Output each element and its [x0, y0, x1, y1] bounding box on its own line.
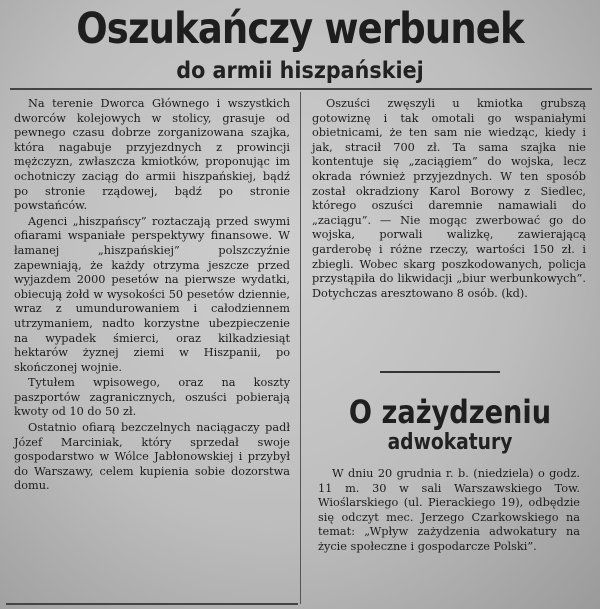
second-article-headline: O zażydzeniu: [348, 393, 552, 431]
paragraph: Ostatnio ofiarą bezczelnych naciągaczy padł Józef Marciniak, który sprzedał swoje gospodarstwo w Wólce Jabłonowskiej i przybył do Warszawy, celem kupienia sobie dozorstwa domu.: [14, 421, 290, 493]
column-divider: [300, 92, 301, 604]
paragraph: Agenci „hiszpańscy” roztaczają przed swymi ofiarami wspaniałe perspektywy finansowe. W łamanej „hiszpańskiej” polszczyźnie zapewniają, że każdy otrzyma jeszcze przed wyjazdem 2000 pesetów na pierwsze wydatki, obiecują żołd w wysokości 50 pesetów dziennie, wraz z umundurowaniem i całodziennem utrzymaniem, nadto korzystne ubezpieczenie na wypadek śmierci, oraz kilkadziesiąt hektarów żyznej ziemi w Hiszpanii, po skończonej wojnie.: [14, 214, 290, 374]
article-separator-rule: [380, 371, 500, 373]
paragraph: Na terenie Dworca Głównego i wszystkich dworców kolejowych w stolicy, grasuje od pewnego czasu dobrze zorganizowana szajka, która nagabuje przyjezdnych z prowincji mężczyzn, zwłaszcza kmiotków, proponując im ochotniczy zaciąg do armii hiszpańskiej, bądź po stronie rządowej, bądź po stronie powstańców.: [14, 97, 290, 213]
paragraph: Tytułem wpisowego, oraz na koszty paszportów zagranicznych, oszuści pobierają kwoty od 10 do 50 zł.: [14, 376, 290, 419]
article-right-column: [312, 97, 586, 302]
article-headline: Oszukańczy werbunek: [76, 4, 524, 54]
paragraph: Oszuści zwęszyli u kmiotka grubszą gotowiznę i tak omotali go wspaniałymi obietnicami, że ten sam nie wiedząc, kiedy i jak, stracił 700 zł. Ta sama szajka nie kontentuje się „zaciągiem” do wojska, lecz okrada również przyjezdnych. W ten sposób został okradziony Karol Borowy z Siedlec, którego oszuści daremnie namawiali do „zaciągu”. — Nie mogąc zwerbować go do wojska, porwali walizkę, zawierającą garderobę i różne rzeczy, wartości 150 zł. i zbiegli. Wobec skarg poszkodowanych, policja przystąpiła do likwidacji „biur werbunkowych”. Dotychczas aresztowano 8 osób. (kd).: [312, 97, 586, 300]
second-article-subheadline: adwokatury: [387, 430, 513, 455]
article-subheadline: do armii hiszpańskiej: [176, 58, 424, 84]
bottom-rule: [6, 603, 298, 605]
paragraph: W dniu 20 grudnia r. b. (niedziela) o godz. 11 m. 30 w sali Warszawskiego Tow. Wioślarskiego (ul. Pierackiego 19), odbędzie się odczyt mec. Jerzego Czarkowskiego na temat: „Wpływ zażydzenia adwokatury na życie społeczne i gospodarcze Polski”.: [318, 467, 580, 553]
top-rule: [10, 88, 592, 90]
article-left-column: [14, 97, 290, 495]
second-article-body: [318, 467, 580, 556]
